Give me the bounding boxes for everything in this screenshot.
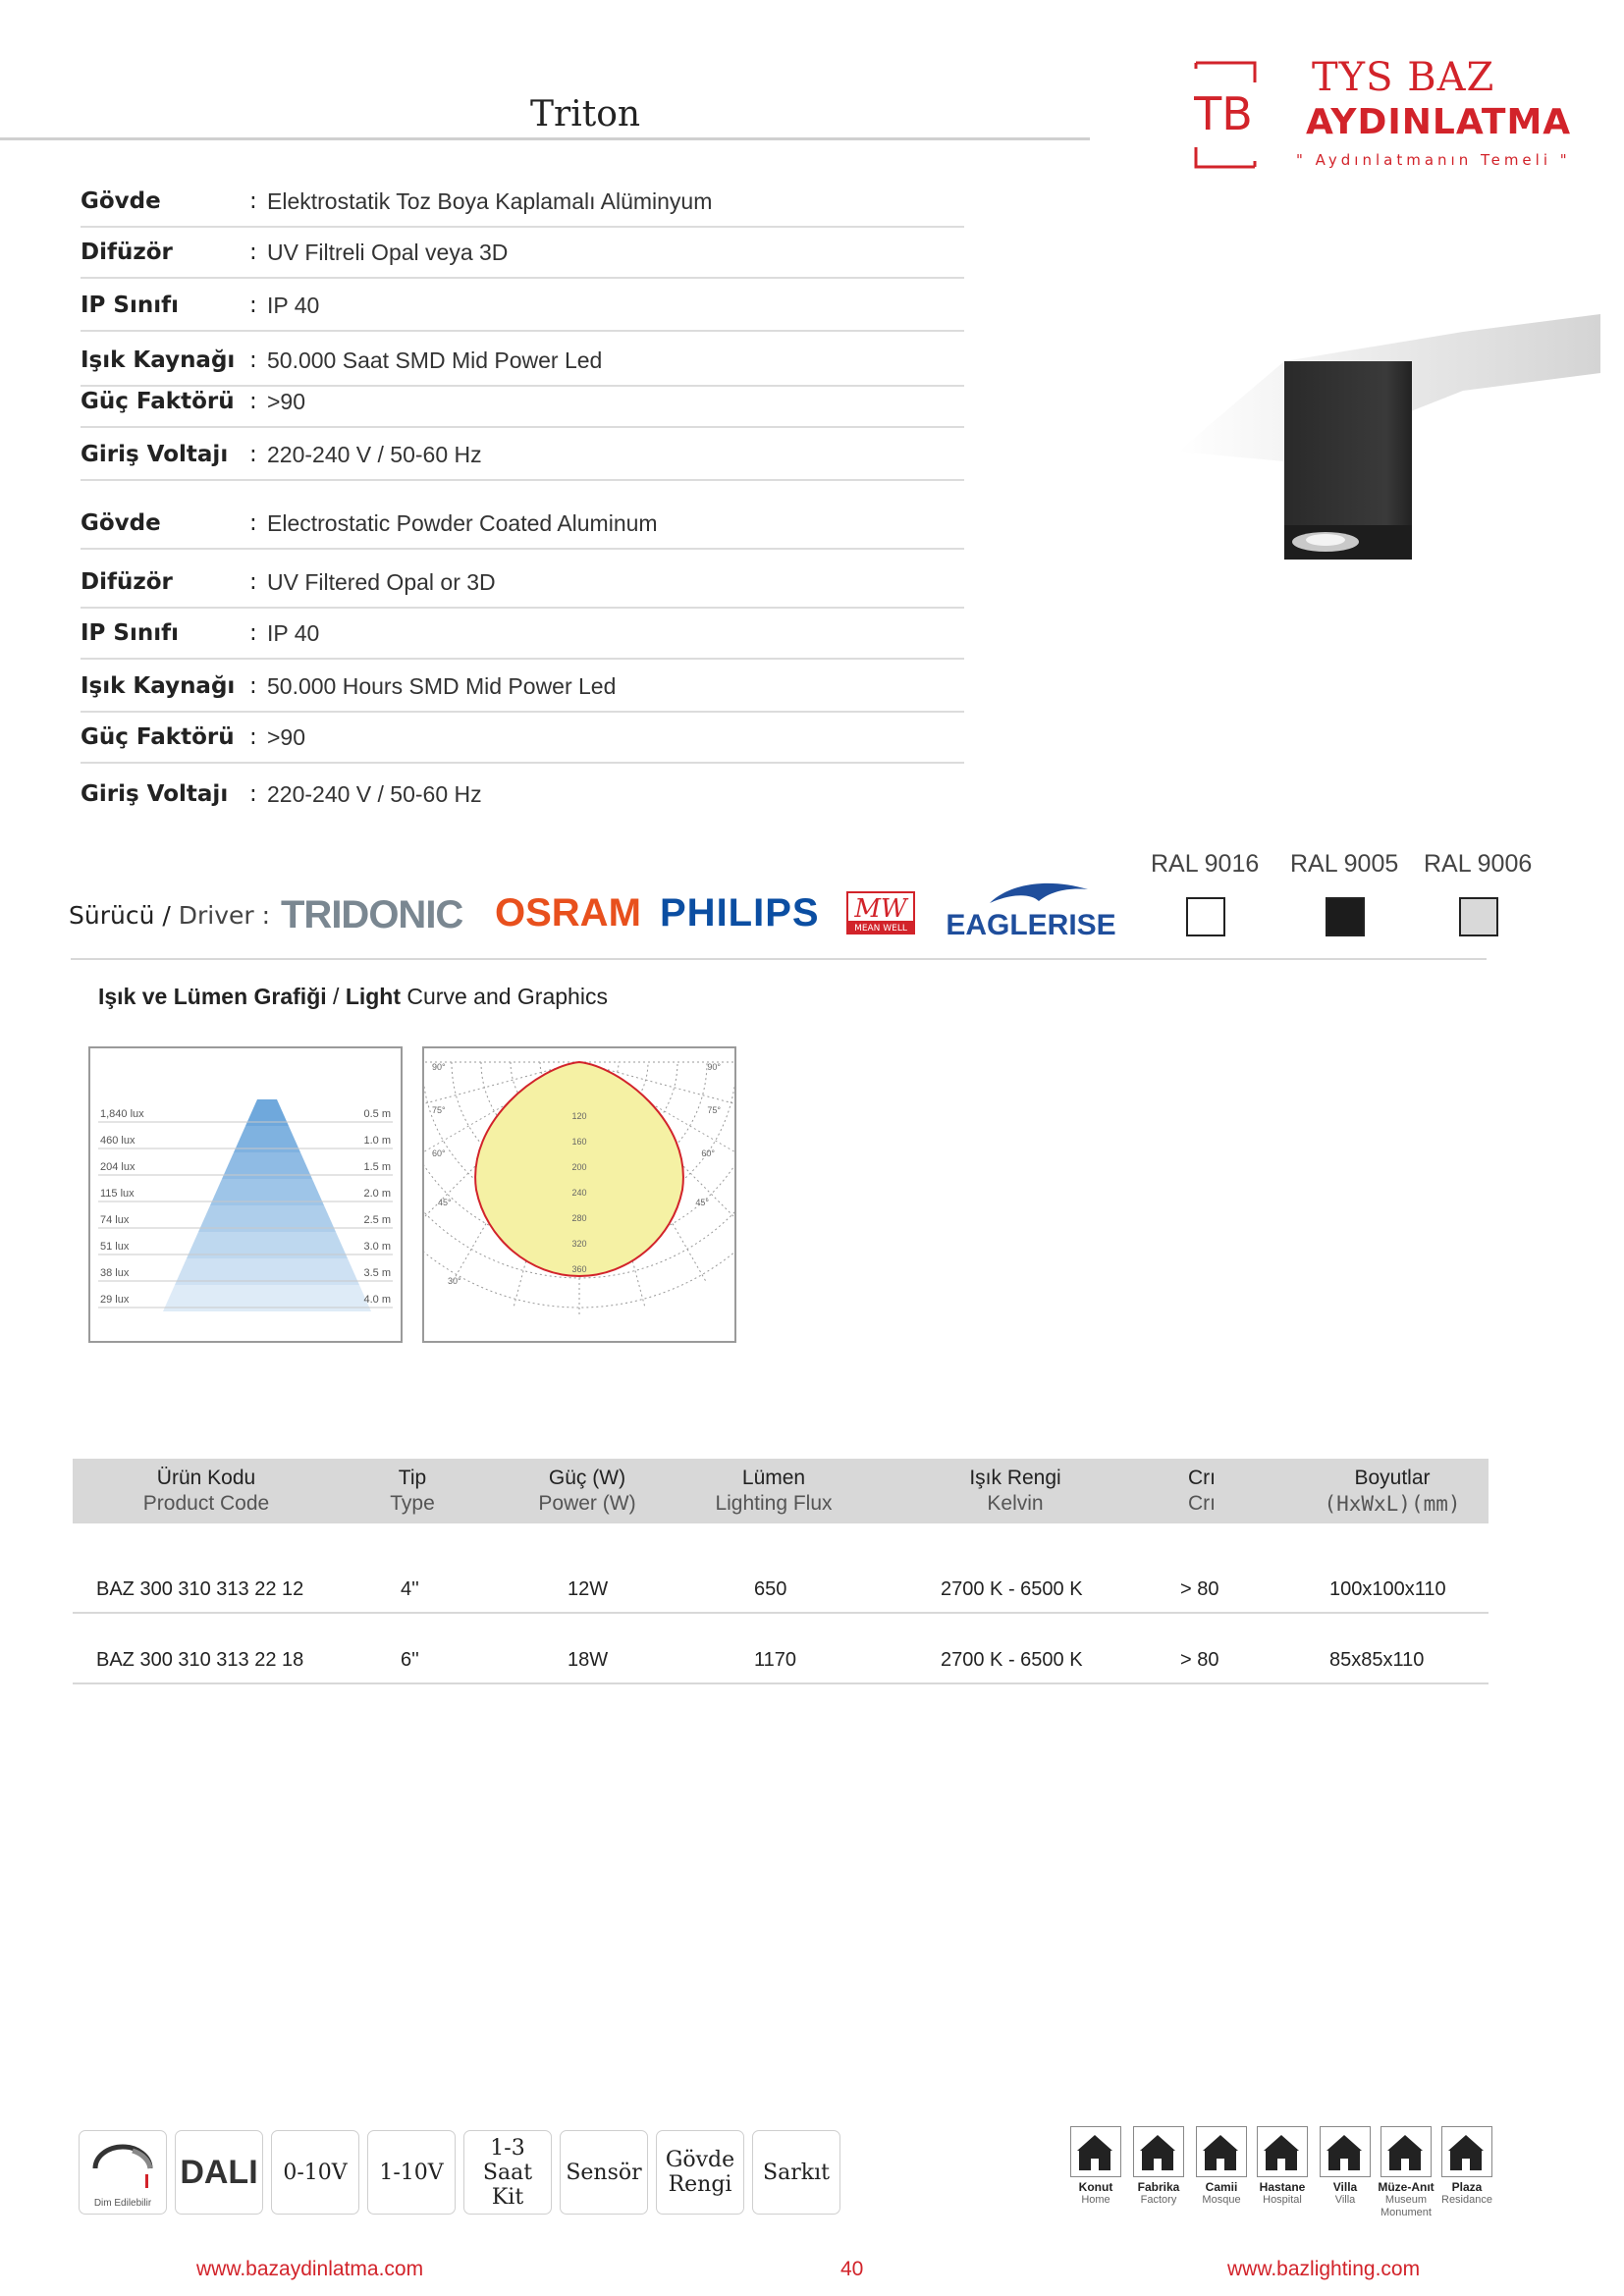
header-tr: Lümen (741, 1467, 806, 1489)
lux-value-label: 115 lux (100, 1188, 135, 1200)
spec-row (81, 281, 964, 332)
spec-value: Elektrostatik Toz Boya Kaplamalı Alüminyum (267, 188, 713, 214)
product-image (1168, 314, 1610, 599)
spec-row (81, 662, 964, 713)
lux-value-label: 51 lux (100, 1241, 130, 1253)
table-cell: 1170 (754, 1649, 797, 1671)
feature-box: DALI (175, 2130, 263, 2215)
polar-ring-label: 160 (571, 1137, 587, 1147)
pictogram-door (1277, 2159, 1285, 2170)
spec-label: Gövde (81, 510, 161, 536)
spec-label: Güç Faktörü (81, 724, 235, 750)
polar-angle-label: 30° (448, 1276, 461, 1286)
osram-logo: OSRAM (495, 891, 641, 934)
table-cell: 6'' (401, 1649, 419, 1671)
lux-distance-label: 1.0 m (363, 1135, 391, 1147)
spec-colon: : (249, 293, 257, 318)
spec-row (81, 177, 964, 228)
pictogram-roof (1203, 2135, 1238, 2151)
application-pictogram (1258, 2127, 1306, 2175)
polar-ring-label: 240 (571, 1188, 587, 1198)
spec-value: UV Filtered Opal or 3D (267, 569, 496, 595)
page-number: 40 (840, 2258, 864, 2280)
polar-ring-label: 280 (571, 1213, 587, 1223)
table-cell: 2700 K - 6500 K (941, 1649, 1083, 1671)
lux-value-label: 74 lux (100, 1214, 130, 1226)
table-header-cell (636, 1459, 911, 1516)
spec-colon: : (249, 673, 257, 699)
spec-label: Giriş Voltajı (81, 442, 229, 467)
spec-row (81, 377, 964, 428)
table-cell: 18W (568, 1649, 609, 1671)
spec-label: Giriş Voltajı (81, 781, 229, 807)
ral-label: RAL 9016 (1151, 850, 1260, 878)
lux-distance-label: 1.5 m (363, 1161, 391, 1173)
application-label-tr: Camii (1205, 2180, 1238, 2194)
spec-value: IP 40 (267, 620, 320, 646)
header-tr: Tip (398, 1467, 427, 1489)
application-pictogram (1381, 2127, 1430, 2175)
spec-colon: : (249, 442, 257, 467)
page-title: Triton (530, 94, 641, 134)
spec-colon: : (249, 510, 257, 536)
spec-rule (81, 658, 964, 660)
polar-ring-label: 320 (571, 1239, 587, 1249)
header-tr: Işık Rengi (969, 1467, 1061, 1489)
application-label-en: Factory (1140, 2194, 1177, 2206)
table-cell: BAZ 300 310 313 22 18 (96, 1649, 304, 1671)
header-en: Power (W) (538, 1492, 636, 1515)
header-en: Lighting Flux (715, 1492, 833, 1515)
pictogram-door (1401, 2159, 1409, 2170)
curve-title-slash: / (326, 984, 346, 1009)
table-cell: 650 (754, 1578, 787, 1600)
spec-colon: : (249, 389, 257, 414)
spec-value: 50.000 Hours SMD Mid Power Led (267, 673, 617, 699)
meanwell-logo (846, 891, 915, 934)
table-cell: BAZ 300 310 313 22 12 (96, 1578, 304, 1600)
spec-colon: : (249, 569, 257, 595)
application-label-en: Mosque (1202, 2194, 1241, 2206)
header-en: Kelvin (987, 1492, 1044, 1515)
meanwell-logo-mark: MW (854, 894, 907, 924)
pictogram-roof (1448, 2135, 1484, 2151)
polar-light-curve-chart (422, 1046, 736, 1343)
spec-rule (81, 762, 964, 764)
application-label (1064, 2181, 1127, 2207)
application-icon (1320, 2126, 1371, 2177)
eaglerise-logo (941, 876, 1121, 940)
application-icon (1070, 2126, 1121, 2177)
table-cell: 2700 K - 6500 K (941, 1578, 1083, 1600)
spec-label: Gövde (81, 188, 161, 214)
table-cell: > 80 (1180, 1649, 1219, 1671)
table-cell: 100x100x110 (1329, 1578, 1446, 1600)
header-tr: Güç (W) (548, 1467, 626, 1489)
pictogram-roof (1077, 2135, 1112, 2151)
polar-angle-label: 90° (432, 1062, 446, 1072)
application-label (1435, 2181, 1498, 2207)
spec-value: >90 (267, 389, 306, 414)
monogram-text: TB (1194, 87, 1253, 140)
application-label-en: Home (1081, 2194, 1110, 2206)
header-en: (HxWxL)(mm) (1324, 1492, 1461, 1516)
header-en: Type (390, 1492, 435, 1515)
application-label-tr: Müze-Anıt (1378, 2180, 1435, 2194)
footer-url-tr[interactable]: www.bazaydinlatma.com (196, 2258, 424, 2280)
table-header-cell (1255, 1459, 1530, 1516)
application-label-tr: Villa (1332, 2180, 1358, 2194)
spec-value: 50.000 Saat SMD Mid Power Led (267, 347, 603, 373)
title-divider (0, 137, 1090, 140)
spec-row (81, 228, 964, 279)
philips-logo: PHILIPS (660, 891, 820, 934)
spec-label: Güç Faktörü (81, 389, 235, 414)
table-row (73, 1635, 1489, 1684)
ral-swatch (1326, 897, 1365, 936)
spec-colon: : (249, 188, 257, 214)
pictogram-door (1091, 2159, 1099, 2170)
section-divider (71, 958, 1487, 960)
spec-rule (81, 330, 964, 332)
table-cell: 85x85x110 (1329, 1649, 1425, 1671)
lux-value-label: 1,840 lux (100, 1108, 144, 1120)
curve-section-title (98, 984, 608, 1010)
lux-cone-chart (88, 1046, 403, 1343)
lux-value-label: 204 lux (100, 1161, 135, 1173)
table-cell: 12W (568, 1578, 609, 1600)
table-row-rule (73, 1612, 1489, 1614)
spec-value: 220-240 V / 50-60 Hz (267, 781, 482, 807)
feature-box: Gövde Rengi (656, 2130, 744, 2215)
lux-distance-label: 4.0 m (363, 1294, 391, 1306)
polar-angle-label: 75° (707, 1105, 721, 1115)
spec-colon: : (249, 781, 257, 807)
spec-value: 220-240 V / 50-60 Hz (267, 442, 482, 467)
spec-label: Işık Kaynağı (81, 347, 236, 373)
driver-label (69, 901, 270, 930)
pictogram-door (1340, 2159, 1348, 2170)
pictogram-roof (1387, 2135, 1423, 2151)
application-label (1127, 2181, 1190, 2207)
polar-angle-label: 60° (432, 1148, 446, 1158)
spec-label: Işık Kaynağı (81, 673, 236, 699)
feature-box: 0-10V (271, 2130, 359, 2215)
driver-label-tr: Sürücü / (69, 901, 171, 930)
spec-row (81, 713, 964, 764)
application-label-en: Residance (1441, 2194, 1492, 2206)
application-pictogram (1134, 2127, 1182, 2175)
spec-row (81, 609, 964, 660)
application-label-en: Museum Monument (1380, 2194, 1432, 2218)
header-en: Crı (1188, 1492, 1216, 1515)
polar-ring-label: 120 (571, 1111, 587, 1121)
spec-value: Electrostatic Powder Coated Aluminum (267, 510, 658, 536)
spec-row (81, 430, 964, 481)
polar-angle-label: 45° (438, 1198, 452, 1207)
polar-angle-label: 75° (432, 1105, 446, 1115)
polar-ring-label: 360 (571, 1264, 587, 1274)
application-icon (1380, 2126, 1432, 2177)
spec-row (81, 770, 964, 821)
spec-row (81, 558, 964, 609)
spec-rule (81, 277, 964, 279)
meanwell-logo-text: MEAN WELL (854, 924, 907, 934)
lux-distance-label: 2.5 m (363, 1214, 391, 1226)
pictogram-door (1217, 2159, 1224, 2170)
application-icon (1133, 2126, 1184, 2177)
application-pictogram (1321, 2127, 1369, 2175)
feature-box: 1-3 Saat Kit (463, 2130, 552, 2215)
header-en: Product Code (142, 1492, 270, 1515)
application-label-tr: Konut (1078, 2180, 1113, 2194)
application-label-tr: Fabrika (1137, 2180, 1180, 2194)
lux-distance-label: 3.5 m (363, 1267, 391, 1279)
product-table-header (73, 1459, 1489, 1523)
table-cell: 4'' (401, 1578, 419, 1600)
ral-swatch (1459, 897, 1498, 936)
application-label (1375, 2181, 1437, 2219)
curve-title-en-rest: Curve and Graphics (401, 984, 608, 1009)
application-pictogram (1071, 2127, 1119, 2175)
application-label (1314, 2181, 1377, 2207)
spec-colon: : (249, 347, 257, 373)
table-row (73, 1565, 1489, 1614)
dimmable-icon (83, 2133, 162, 2212)
lux-value-label: 38 lux (100, 1267, 130, 1279)
polar-ring-label: 200 (571, 1162, 587, 1172)
spec-label: Difüzör (81, 569, 173, 595)
polar-angle-label: 90° (707, 1062, 721, 1072)
feature-box: Sarkıt (752, 2130, 840, 2215)
polar-angle-label: 60° (701, 1148, 715, 1158)
application-pictogram (1197, 2127, 1245, 2175)
lux-distance-label: 0.5 m (363, 1108, 391, 1120)
application-icon (1196, 2126, 1247, 2177)
brand-name-line1: TYS BAZ (1312, 55, 1495, 100)
brand-tagline: " Aydınlatmanın Temeli " (1296, 151, 1571, 169)
header-tr: Boyutlar (1354, 1467, 1431, 1489)
lux-value-label: 29 lux (100, 1294, 130, 1306)
spec-row (81, 499, 964, 550)
application-label-en: Villa (1334, 2194, 1356, 2206)
spec-label: IP Sınıfı (81, 293, 180, 318)
spec-value: >90 (267, 724, 306, 750)
spec-colon: : (249, 724, 257, 750)
spec-rule (81, 426, 964, 428)
brand-name-line2: AYDINLATMA (1306, 102, 1572, 142)
pictogram-roof (1264, 2135, 1299, 2151)
dimmable-label: Dim Edilebilir (93, 2198, 152, 2209)
spec-label: IP Sınıfı (81, 620, 180, 646)
lux-distance-label: 2.0 m (363, 1188, 391, 1200)
footer-url-en[interactable]: www.bazlighting.com (1227, 2258, 1421, 2280)
spec-colon: : (249, 240, 257, 265)
application-icon (1441, 2126, 1492, 2177)
application-label-tr: Plaza (1451, 2180, 1483, 2194)
spec-colon: : (249, 620, 257, 646)
table-cell: > 80 (1180, 1578, 1219, 1600)
spec-value: UV Filtreli Opal veya 3D (267, 240, 509, 265)
feature-box: Sensör (560, 2130, 648, 2215)
application-label-tr: Hastane (1259, 2180, 1306, 2194)
feature-box: 1-10V (367, 2130, 456, 2215)
lux-value-label: 460 lux (100, 1135, 135, 1147)
pictogram-door (1462, 2159, 1470, 2170)
application-icon (1257, 2126, 1308, 2177)
table-row-rule (73, 1682, 1489, 1684)
polar-angle-label: 45° (695, 1198, 709, 1207)
application-pictogram (1442, 2127, 1490, 2175)
pictogram-door (1154, 2159, 1162, 2170)
application-label-en: Hospital (1263, 2194, 1302, 2206)
ral-label: RAL 9006 (1424, 850, 1533, 878)
spec-label: Difüzör (81, 240, 173, 265)
spec-value: IP 40 (267, 293, 320, 318)
spec-rule (81, 548, 964, 550)
dimmable-feature (79, 2130, 167, 2215)
curve-title-en-bold: Light (345, 984, 402, 1009)
header-tr: Ürün Kodu (156, 1467, 256, 1489)
tridonic-logo: TRIDONIC (281, 893, 463, 936)
spec-rule (81, 479, 964, 481)
pictogram-roof (1326, 2135, 1362, 2151)
driver-label-en: Driver : (170, 901, 271, 930)
application-label (1251, 2181, 1314, 2207)
brand-monogram-logo (1176, 57, 1271, 173)
eaglerise-logo-text: EAGLERISE (946, 909, 1116, 940)
ral-swatch (1186, 897, 1225, 936)
header-tr: Crı (1188, 1467, 1216, 1489)
lux-distance-label: 3.0 m (363, 1241, 391, 1253)
pictogram-roof (1140, 2135, 1175, 2151)
application-label (1190, 2181, 1253, 2207)
curve-title-tr: Işık ve Lümen Grafiği (98, 984, 327, 1009)
ral-label: RAL 9005 (1290, 850, 1399, 878)
